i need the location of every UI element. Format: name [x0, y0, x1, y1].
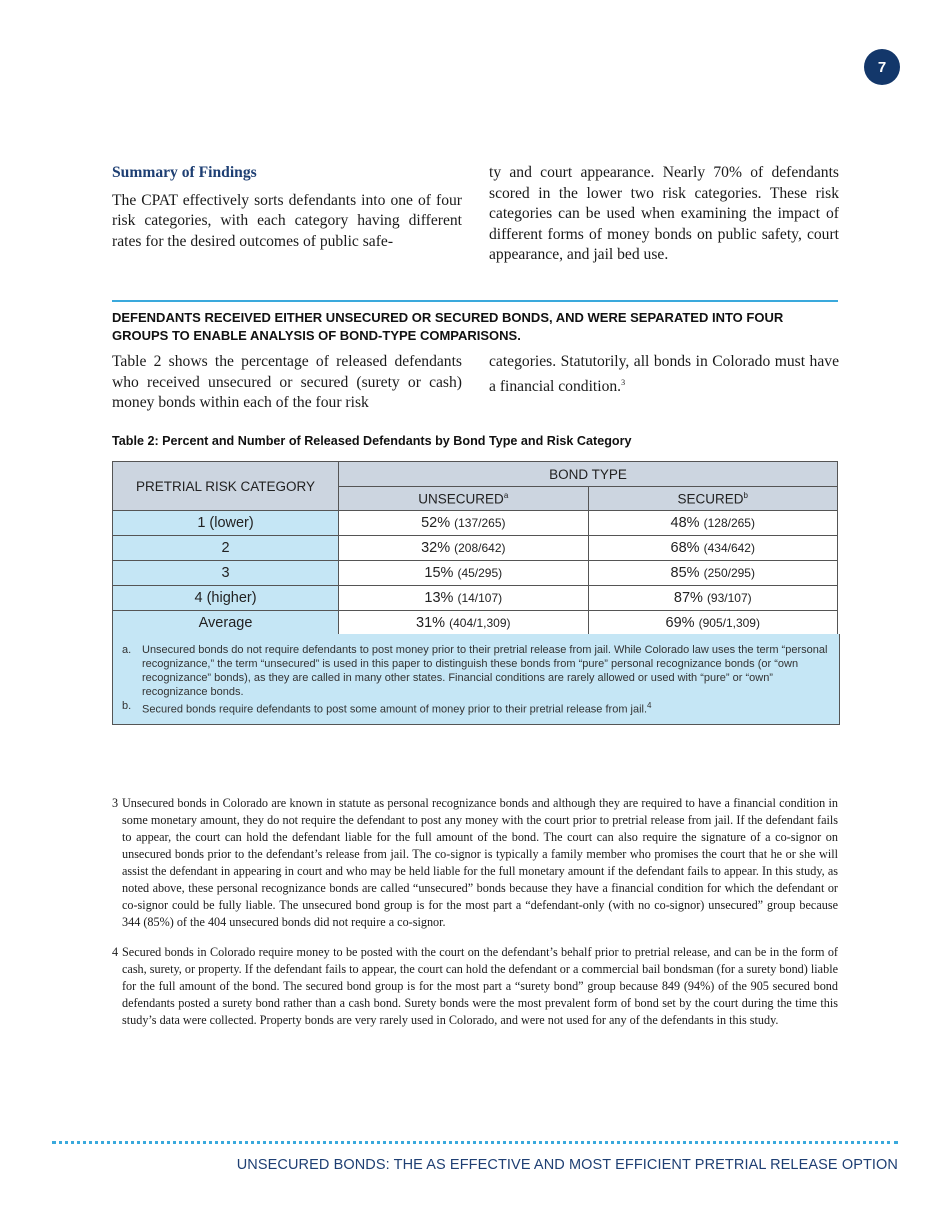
footnote-ref-4[interactable]: 4 [647, 701, 652, 710]
unsecured-count: (45/295) [457, 566, 503, 580]
table-row-average [113, 611, 838, 636]
unsecured-count: (208/642) [454, 541, 506, 555]
secured-count: (905/1,309) [698, 616, 760, 630]
unsecured-count: (14/107) [457, 591, 503, 605]
secured-pct: 87% [673, 590, 703, 606]
footnote-3 [112, 795, 838, 931]
unsecured-pct: 32% [421, 540, 451, 556]
unsecured-cell [339, 511, 588, 536]
footnote-4 [112, 944, 838, 1029]
unsecured-cell [339, 611, 588, 636]
unsecured-count: (137/265) [454, 516, 506, 530]
table-row [113, 561, 838, 586]
unsecured-cell [339, 586, 588, 611]
note-text: Secured bonds require defendants to post some amount of money prior to their pretrial release from jail. [142, 703, 648, 716]
summary-left-text: The CPAT effectively sorts defendants into one of four risk categories, with each category having different rates for the desired outcomes of public safe- [112, 191, 462, 250]
secured-cell [588, 611, 837, 636]
table-row [113, 511, 838, 536]
secured-pct: 48% [670, 515, 700, 531]
table-row [113, 536, 838, 561]
secured-count: (434/642) [703, 541, 755, 555]
summary-right-column [489, 163, 839, 266]
risk-category-cell: 4 (higher) [113, 586, 339, 611]
section-right-column [489, 352, 839, 397]
secured-pct: 85% [670, 565, 700, 581]
footnote-ref-3[interactable]: 3 [621, 377, 626, 387]
secured-cell [588, 536, 837, 561]
risk-category-cell: 1 (lower) [113, 511, 339, 536]
table-row [113, 586, 838, 611]
unsecured-pct: 31% [416, 615, 446, 631]
summary-right-text: ty and court appearance. Nearly 70% of defendants scored in the lower two risk categories. These risk categories can be used when examining the impact of different forms of money bonds on public safety, court appearance, and jail bed use. [489, 164, 839, 263]
header-unsecured [339, 487, 588, 511]
section-right-text: categories. Statutorily, all bonds in Colorado must have a financial condition. [489, 353, 839, 395]
note-text-wrap [142, 699, 652, 717]
note-text: Unsecured bonds do not require defendants to post money prior to their pretrial release from jail. While Colorado law uses the term “personal recognizance,” the term “unsecured” is used in this paper to distinguish these bonds from “pure” personal recognizance bonds (or “own recognizance” bonds), as they are called in many other states. Financial conditions are rarely allowed or used with “pure” or “own” recognizance bonds. [142, 644, 828, 698]
secured-pct: 69% [665, 615, 695, 631]
footnote-text: Secured bonds in Colorado require money to be posted with the court on the defendant’s behalf prior to pretrial release, and can be in the form of cash, surety, or property. If the defendant fails to appear, the court can hold the defendant or a commercial bail bondsman (for a surety bond) liable for the full amount of the bond. The secured bond group is for the most part a “surety bond” group because 849 (94%) of the 905 secured bond defendants posted a surety bond rather than a cash bond. Surety bonds were the most prevalent form of bond set by the court during the time this study’s data were collected. Property bonds are very rarely used in Colorado, and were not used for any of the defendants in this study. [122, 945, 838, 1027]
secured-cell [588, 511, 837, 536]
section-left-column [112, 352, 462, 414]
header-unsecured-label: UNSECURED [418, 491, 504, 507]
header-bond-type: BOND TYPE [339, 462, 838, 487]
header-unsecured-note: a [503, 490, 509, 500]
footnote-number: 3 [112, 796, 119, 810]
page-number-badge: 7 [864, 49, 900, 85]
bond-type-table [112, 461, 838, 636]
unsecured-cell [339, 536, 588, 561]
footer-title: UNSECURED BONDS: THE AS EFFECTIVE AND MOST EFFICIENT PRETRIAL RELEASE OPTION [236, 1157, 898, 1173]
secured-cell [588, 586, 837, 611]
footnote-text: Unsecured bonds in Colorado are known in statute as personal recognizance bonds and although they are required to have a financial condition in some monetary amount, they do not require the defendant to post any money with the court prior to pretrial release from jail. If the defendant fails to appear, the court can hold the defendant liable for the full amount of the bond. The court can also require the signature of a co-signor on unsecured bonds prior to the defendant’s release from jail. The co-signor is typically a family member who promises the court that he or she will assist the defendant in appearing in court and who may be held liable for the full monetary amount if the defendant fails to appear. In this study, as noted above, these personal recognizance bonds are called “unsecured” bonds because they have a financial condition for which the defendant or co-signor could be fully liable. The unsecured bond group is for the most part a “defendant-only (with no co-signor) unsecured” group because 344 (85%) of the 404 unsecured bonds did not require a co-signor. [122, 796, 838, 929]
secured-count: (128/265) [703, 516, 755, 530]
unsecured-cell [339, 561, 588, 586]
secured-count: (93/107) [706, 591, 752, 605]
section-divider [112, 300, 838, 302]
table-note-a [122, 643, 830, 699]
unsecured-pct: 13% [424, 590, 454, 606]
header-secured-label: SECURED [677, 491, 744, 507]
table-title: Table 2: Percent and Number of Released Defendants by Bond Type and Risk Category [112, 434, 632, 448]
secured-cell [588, 561, 837, 586]
unsecured-count: (404/1,309) [449, 616, 511, 630]
risk-category-cell: Average [113, 611, 339, 636]
header-secured-note: b [743, 490, 748, 500]
risk-category-cell: 2 [113, 536, 339, 561]
summary-left-column [112, 163, 462, 252]
note-label: a. [122, 644, 132, 656]
section-left-text: Table 2 shows the percentage of released defendants who received unsecured or secured (surety or cash) money bonds within each of the four risk [112, 353, 462, 411]
unsecured-pct: 15% [424, 565, 454, 581]
summary-heading: Summary of Findings [112, 164, 257, 181]
secured-count: (250/295) [703, 566, 755, 580]
secured-pct: 68% [670, 540, 700, 556]
footnote-number: 4 [112, 945, 119, 959]
section-heading: DEFENDANTS RECEIVED EITHER UNSECURED OR SECURED BONDS, AND WERE SEPARATED INTO FOUR GROUPS TO ENABLE ANALYSIS OF BOND-TYPE COMPARISONS. [112, 310, 784, 343]
table-note-b [122, 699, 830, 717]
header-secured [588, 487, 837, 511]
footnotes [112, 795, 838, 1042]
unsecured-pct: 52% [421, 515, 451, 531]
note-label: b. [122, 700, 132, 712]
footer-dotted-divider [52, 1141, 898, 1144]
header-risk-category: PRETRIAL RISK CATEGORY [113, 462, 339, 511]
table-notes [112, 634, 840, 725]
section-right-paragraph [489, 352, 839, 397]
risk-category-cell: 3 [113, 561, 339, 586]
